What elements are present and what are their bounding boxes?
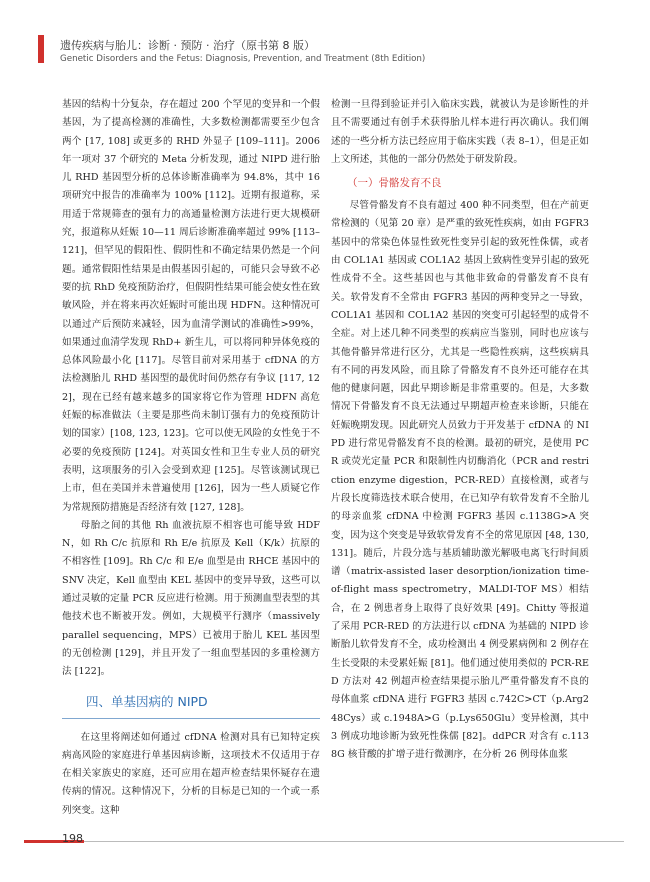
left-paragraph-2: 母胎之间的其他 Rh 血液抗原不相容也可能导致 HDFN，如 Rh C/c 抗原和 Rh E/e 抗原及 Kell（K/k）抗原的不相容性 [109]。Rh C/c 和 E/e 血型是由 RHCE 基因中的 SNV 决定，Kell 血型由 KEL 基因中的变异导致，这些可以通过灵敏的定量 PCR 反应进行检测。用于预测血型表型的其他技术也不断被开发。例如，大规模平行测序（massively parallel sequencing，MPS）已被用于胎儿 KEL 基因型的无创检测 [129]，并且开发了一组血型基因的多重检测方法 [122]。 xyxy=(62,519,320,678)
right-paragraph-2: 尽管骨骼发育不良有超过 400 种不同类型，但在产前更常检测的（见第 20 章）是严重的致死性疾病，如由 FGFR3 基因中的常染色体显性致死性变异引起的致死性侏儒，或者由 COL1A1 基因或 COL1A2 基因上致病性变异引起的致死性成骨不全。这些基因也与其他非致命的骨骼发育不良有关。软骨发育不全常由 FGFR3 基因的两种变异之一导致，COL1A1 基因和 COL1A2 基因的突变可引起轻型的成骨不全症。对上述几种不同类型的疾病应当鉴别，同时也应该与其他骨骼异常进行区分，尤其是一些隐性疾病，这些疾病具有不同的再发风险，而且除了骨骼发育不良外还可能存在其他的健康问题，因此早期诊断是非常重要的。但是，大多数情况下骨骼发育不良无法通过早期超声检查来诊断，只能在妊娠晚期发现。因此研究人员致力于开发基于 cfDNA 的 NIPD 进行常见骨骼发育不良的检测。最初的研究，是使用 PCR 或荧光定量 PCR 和限制性内切酶消化（PCR and restriction enzyme digestion，PCR-RED）直接检测，或者与片段长度筛选技术联合使用，在已知孕有软骨发育不全胎儿的母亲血浆 cfDNA 中检测 FGFR3 基因 c.1138G>A 突变，因为这个突变是导致软骨发育不全的常见原因 [48, 130, 131]。随后，片段分选与基质辅助激光解吸电离飞行时间质谱（matrix-assisted laser desorption/ionization time-of-flight mass spectrometry，MALDI-TOF MS）相结合，在 2 例患者身上取得了良好效果 [49]。Chitty 等报道了采用 PCR-RED 的方法进行以 cfDNA 为基础的 NIPD 诊断胎儿软骨发育不全，成功检测出 4 例受累病例和 2 例存在生长受限的未受累妊娠 [81]。他们通过使用类似的 PCR-RED 方法对 42 例超声检查结果提示胎儿严重骨骼发育不良的母体血浆 cfDNA 进行 FGFR3 基因 c.742C>CT（p.Arg248Cys）或 c.1948A>G（p.Lys650Glu）变异检测，其中 3 例成功地诊断为致死性侏儒 [82]。ddPCR 对含有 c.1138G 核苷酸的扩增子进行微测序，在分析 26 例母体血浆 xyxy=(331,200,589,761)
section-underline xyxy=(62,718,320,719)
header-title-en: Genetic Disorders and the Fetus: Diagnosis, Prevention, and Treatment (8th Edition) xyxy=(60,54,426,64)
left-paragraph-1: 基因的结构十分复杂，存在超过 200 个罕见的变异和一个假基因，为了提高检测的准确性，大多数检测都需要至少包含两个 [17, 108] 或更多的 RHD 外显子 [109–111]。2006 年一项对 37 个研究的 Meta 分析发现，通过 NIPD 进行胎儿 RHD 基因型分析的总体诊断准确率为 94.8%，其中 16 项研究中报告的准确率为 100% [112]。近期有报道称，采用适于常规筛查的强有力的高通量检测方法进行更大规模研究，报道称从妊娠 10—11 周后诊断准确率超过 99% [113–121]，但罕见的假阳性、假阴性和不确定结果仍然是一个问题。通常假阳性结果是由假基因引起的，可能只会导致不必要的抗 RhD 免疫预防治疗，但假阴性结果可能会使女性在致敏风险，并在将来再次妊娠时可能出现 HDFN。这种情况可以通过产后预防来减轻，因为血清学测试的准确性>99%，如果通过血清学发现 RhD+ 新生儿，可以将同种异体免疫的总体风险最小化 [117]。尽管目前对采用基于 cfDNA 的方法检测胎儿 RHD 基因型的最优时间仍然存有争议 [117, 122]，现在已经有越来越多的国家将它作为管理 HDFN 高危妊娠的标准做法（主要是那些尚未制订强有力的免疫预防计划的国家）[108, 123, 123]。它可以使无风险的女性免于不必要的免疫预防 [124]。对英国女性和卫生专业人员的研究表明，这项服务的引入会受到欢迎 [125]。尽管该测试现已上市，但在美国并未普遍使用 [126]，因为一些人质疑它作为常规预防措施是否经济有效 [127, 128]。 xyxy=(62,99,320,513)
header-accent-bar xyxy=(38,35,44,63)
footer-rule xyxy=(84,841,624,842)
left-paragraph-3: 在这里将阐述如何通过 cfDNA 检测对具有已知特定疾病高风险的家庭进行单基因病诊断，这项技术不仅适用于存在相关家族史的家庭，还可应用在超声检查结果怀疑存在遗传病的情况。这种情况下，分析的目标是已知的一个或一系列突变。这种 xyxy=(62,731,320,816)
page-number: 198 xyxy=(62,832,83,845)
header-title-zh: 遗传疾病与胎儿：诊断 · 预防 · 治疗（原书第 8 版） xyxy=(60,39,315,52)
subsection-heading-skeletal: （一）骨骼发育不良 xyxy=(347,177,442,190)
page-header xyxy=(0,0,650,78)
left-column xyxy=(62,96,320,820)
right-column xyxy=(331,96,589,764)
right-paragraph-1: 检测一旦得到验证并引入临床实践，就被认为是诊断性的并且不需要通过有创手术获得胎儿样本进行再次确认。我们阐述的一些分析方法已经应用于临床实践（表 8–1），但是正如上文所述，其他的一部分仍然处于研发阶段。 xyxy=(331,99,589,165)
section-heading-monogenic: 四、单基因病的 NIPD xyxy=(86,693,208,709)
